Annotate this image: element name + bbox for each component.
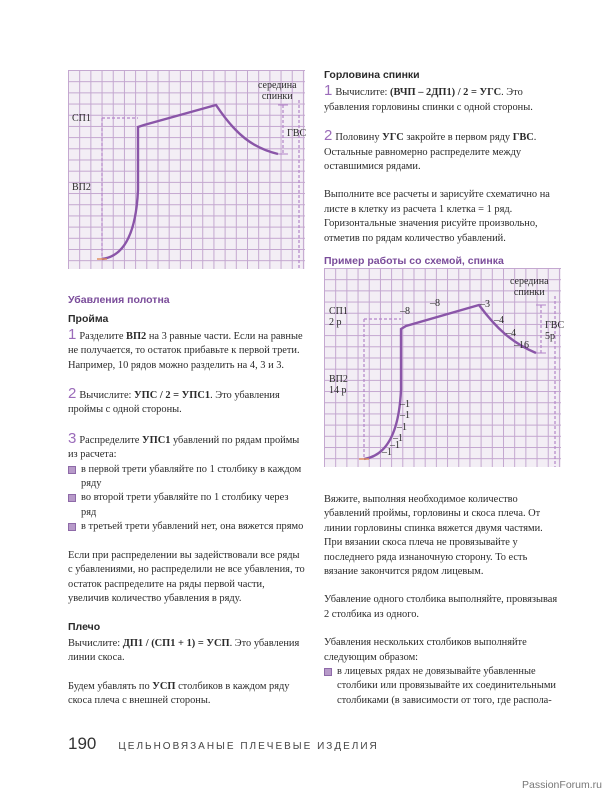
mark-neck-2: –4 (494, 315, 504, 326)
watermark: PassionForum.ru (522, 779, 602, 791)
step-1-text-end: . Это убавления горловины спинки с одной стороны. (324, 87, 533, 113)
step-1-number: 1 (68, 325, 77, 343)
example-heading: Пример работы со схемой, спинка (324, 255, 504, 268)
step-2-text-end: . Остальные равномерно распределите между оставшимися рядами. (324, 132, 537, 173)
step-2-number: 2 (68, 385, 77, 403)
bullet-item (68, 520, 306, 534)
back-outline (102, 105, 278, 259)
bullet-square-icon (324, 668, 332, 676)
label-middle-line2: спинки (513, 287, 545, 298)
paragraph: Вяжите, выполняя необходимое количество убавлений проймы, горловины и скоса плеча. От линии горловины спинка вяжется двумя частями. При вязании скоса плеча не провязывайте у последнего ряда изнаночную сторону. То есть вязание закончится рядом лицевым. (324, 494, 543, 578)
mark-neck-4: –16 (514, 340, 529, 351)
step-2-text-end: . Это убавления проймы с одной стороны. (68, 390, 280, 416)
step-2-text: Половину (335, 132, 383, 144)
section-heading: Убавления полотна (68, 294, 170, 306)
paragraph: Выполните все расчеты и зарисуйте схематично на листе в клетку из расчета 1 клетка = 1 ряд. Горизонтальные значения рисуйте произвольно, отметив по рядам количество убавлений. (324, 189, 550, 244)
step-2 (324, 129, 562, 174)
left-column (68, 293, 306, 708)
mark-armhole-2: –1 (400, 410, 410, 421)
label-sp1-value: 2 р (329, 317, 342, 328)
mark-armhole-4: –1 (393, 433, 403, 444)
bullet-square-icon (68, 494, 76, 502)
mark-armhole-3: –1 (397, 422, 407, 433)
subheading-shoulder: Плечо (68, 621, 101, 634)
step-3-bold: УПС1 (141, 434, 171, 446)
bullet-item (324, 665, 562, 708)
para-bold: УСП (152, 680, 176, 692)
paragraph (68, 680, 306, 709)
mark-neck-1: –3 (480, 299, 490, 310)
label-sp1: СП1 (72, 113, 91, 124)
label-vp2: ВП2 (72, 182, 91, 193)
calc-formula: ДП1 / (СП1 + 1) = УСП (122, 637, 230, 649)
mark-shoulder-2: –8 (430, 298, 440, 309)
right-column-bottom (324, 493, 562, 708)
label-middle-line1: середина (510, 276, 549, 287)
step-3-number: 3 (68, 429, 77, 447)
bullet-text: в первой трети убавляйте по 1 столбику в каждом ряду (81, 463, 302, 490)
bullet-text: в лицевых рядах не довязывайте убавленные столбики или провязывайте их соединительными столбиками (в зависимости от того, где распола- (337, 666, 556, 706)
paragraph: Убавление одного столбика выполняйте, провязывая 2 столбика из одного. (324, 594, 558, 620)
step-3-text-end: убавлений по рядам проймы из расчета: (68, 434, 300, 461)
mark-armhole-6: –1 (382, 447, 392, 458)
subheading-armhole: Пройма (68, 313, 109, 326)
step-1-bold: (ВЧП – 2ДП1) / 2 = УГС (390, 87, 502, 99)
step-1-number: 1 (324, 82, 333, 100)
step-1-text: Вычислите: (335, 87, 391, 99)
page-number: 190 (68, 734, 97, 753)
label-middle (510, 276, 549, 298)
step-1 (324, 84, 562, 115)
step-1-text-end: на 3 равные части. Если на равные не получается, то остаток прибавьте к первой трети. Например, 10 рядов можно разделить на 4, 3 и 3. (68, 330, 303, 371)
label-middle-line1: середина (258, 80, 297, 91)
step-2-number: 2 (324, 127, 333, 145)
label-vp2-name: ВП2 (329, 374, 348, 385)
label-gvs-name: ГВС (545, 320, 565, 331)
label-sp1-name: СП1 (329, 306, 348, 317)
label-gvs: ГВС (287, 128, 307, 139)
step-2-text-mid: закройте в первом ряду (403, 132, 513, 144)
mark-shoulder-1: –8 (400, 306, 410, 317)
step-2-bold2: ГВС (512, 132, 534, 144)
label-middle (258, 80, 297, 102)
step-3 (68, 429, 306, 463)
label-vp2-value: 14 р (329, 385, 347, 396)
mark-armhole-5: –1 (390, 440, 400, 451)
calc-text-end: . Это убавления линии скоса. (68, 637, 300, 664)
step-2-bold: УГС (382, 132, 404, 144)
chapter-title: ЦЕЛЬНОВЯЗАНЫЕ ПЛЕЧЕВЫЕ ИЗДЕЛИЯ (118, 741, 379, 752)
label-middle-line2: спинки (261, 91, 293, 102)
bullet-square-icon (68, 523, 76, 531)
label-gvs-value: 5р (545, 331, 555, 342)
step-1-text: Разделите (79, 330, 127, 342)
diagram-top-left (68, 70, 305, 269)
para-text-end: столбиков в каждом ряду скоса плеча с внешней стороны. (68, 680, 290, 706)
step-1 (68, 325, 306, 373)
bullet-text: в третьей трети убавлений нет, она вяжется прямо (81, 521, 304, 533)
label-gvs (545, 320, 564, 342)
bullet-square-icon (68, 466, 76, 474)
step-3-text: Распределите (79, 434, 142, 446)
mark-neck-3: –4 (506, 328, 516, 339)
paragraph: Убавления нескольких столбиков выполняйте следующим образом: (324, 637, 527, 663)
calc-text: Вычислите: (68, 637, 123, 649)
step-2-text: Вычислите: (79, 390, 135, 402)
step-2 (68, 387, 306, 418)
shoulder-calc (68, 637, 306, 666)
section-heading-neckline: Горловина спинки (324, 69, 420, 81)
para-text: Будем убавлять по (68, 680, 153, 692)
paragraph: Если при распределении вы задействовали все ряды с убавлениями, но распределили не все убавления, то остаток распределите на ряды первой части, увеличив количество убавления в ряду. (68, 549, 305, 604)
step-1-bold: ВП2 (126, 330, 147, 342)
bullet-item (68, 463, 306, 492)
step-2-bold: УПС / 2 = УПС1 (134, 390, 211, 402)
diagram-example (324, 268, 565, 467)
bullet-item (68, 491, 306, 520)
mark-armhole-1: –1 (400, 399, 410, 410)
page-footer (68, 734, 379, 754)
right-column-top (324, 68, 562, 268)
bullet-text: во второй трети убавляйте по 1 столбику через ряд (81, 492, 289, 518)
label-sp1 (329, 306, 348, 328)
label-vp2 (329, 374, 348, 396)
